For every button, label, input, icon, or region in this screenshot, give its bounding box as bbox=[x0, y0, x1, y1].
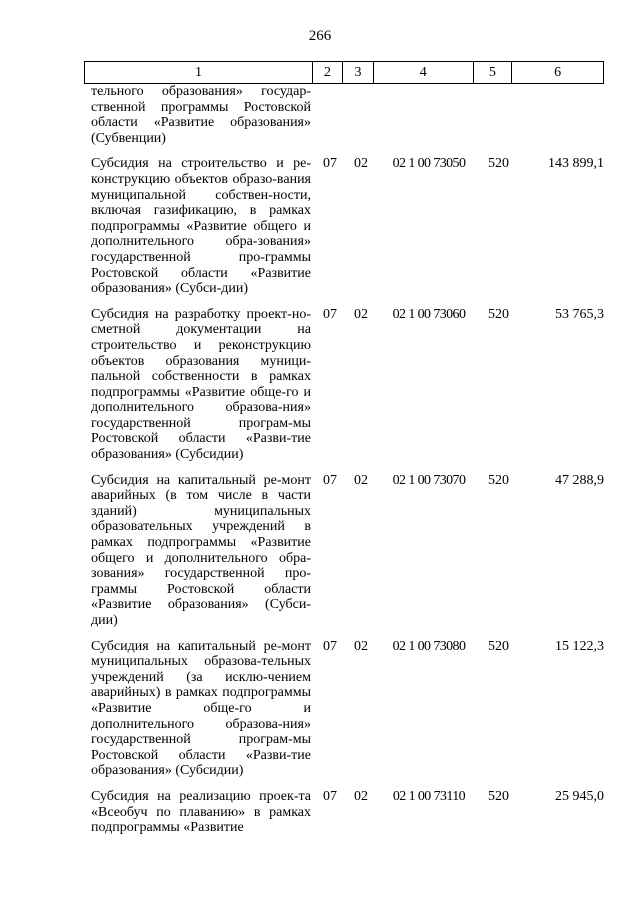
header-col-5: 5 bbox=[474, 62, 513, 83]
row-amount: 53 765,3 bbox=[555, 306, 604, 322]
row-section: 07 bbox=[323, 638, 337, 654]
row-subsection: 02 bbox=[354, 638, 368, 654]
row-subsection: 02 bbox=[354, 156, 368, 172]
row-target-code: 02 1 00 73050 bbox=[392, 156, 466, 172]
table-row bbox=[84, 307, 604, 463]
row-description: Субсидия на строительство и ре-конструкцию объектов образо-вания муниципальной собствен-ности, включая газификацию, в рамках подпрограммы «Развитие общего и дополнительного обра-зования» государственной про-граммы Ростовской области «Развитие образования» (Субси-дии) bbox=[91, 156, 311, 297]
table-header bbox=[84, 61, 604, 84]
row-subsection: 02 bbox=[354, 472, 368, 488]
table-row bbox=[84, 156, 604, 296]
row-section: 07 bbox=[323, 472, 337, 488]
row-description: Субсидия на разработку проект-но-сметной документации на строительство и реконструкцию объектов образования муници-пальной собственности в рамках подпрограммы «Развитие обще-го и дополнительного образова-ния» государственной програм-мы Ростовской области «Разви-тие образования» (Субсидии) bbox=[91, 306, 311, 463]
row-expense-type: 520 bbox=[488, 638, 509, 654]
row-expense-type: 520 bbox=[488, 472, 509, 488]
header-col-4: 4 bbox=[374, 62, 474, 83]
row-description: Субсидия на капитальный ре-монт муниципальных образова-тельных учреждений (за исклю-чением аварийных) в рамках подпрограммы «Развитие обще-го и дополнительного образова-ния» государственной програм-мы Ростовской области «Разви-тие образования» (Субсидии) bbox=[91, 638, 311, 779]
header-col-3: 3 bbox=[343, 62, 374, 83]
row-description: Субсидия на капитальный ре-монт аварийных (в том числе в части зданий) муниципальных образовательных учреждений в рамках подпрограммы «Развитие общего и дополнительного обра-зования» государственной про-граммы Ростовской области «Развитие образования» (Субси-дии) bbox=[91, 472, 311, 628]
row-section: 07 bbox=[323, 306, 337, 322]
row-amount: 25 945,0 bbox=[555, 788, 604, 804]
header-col-1: 1 bbox=[85, 62, 313, 83]
row-description: Субсидия на реализацию проек-та «Всеобуч по плаванию» в рамках подпрограммы «Развитие bbox=[91, 788, 311, 836]
page-number: 266 bbox=[308, 28, 332, 44]
row-amount: 47 288,9 bbox=[555, 472, 604, 488]
row-subsection: 02 bbox=[354, 306, 368, 322]
row-section: 07 bbox=[323, 788, 337, 804]
row-expense-type: 520 bbox=[488, 306, 509, 322]
header-col-2: 2 bbox=[313, 62, 343, 83]
row-target-code: 02 1 00 73080 bbox=[392, 638, 466, 654]
row-amount: 15 122,3 bbox=[555, 638, 604, 654]
row-amount: 143 899,1 bbox=[548, 156, 604, 172]
header-col-6: 6 bbox=[554, 65, 562, 80]
table-row bbox=[84, 473, 604, 629]
row-target-code: 02 1 00 73070 bbox=[392, 472, 466, 488]
row-expense-type: 520 bbox=[488, 788, 509, 804]
table-row bbox=[84, 639, 604, 779]
table-row-continuation bbox=[84, 84, 604, 146]
continuation-text: тельного образования» государ-ственной программы Ростовской области «Развитие образования» (Субвенции) bbox=[91, 84, 311, 146]
row-target-code: 02 1 00 73110 bbox=[392, 788, 466, 804]
row-expense-type: 520 bbox=[488, 156, 509, 172]
row-target-code: 02 1 00 73060 bbox=[392, 306, 466, 322]
row-section: 07 bbox=[323, 156, 337, 172]
table-body bbox=[84, 84, 604, 846]
table-row bbox=[84, 789, 604, 836]
row-subsection: 02 bbox=[354, 788, 368, 804]
